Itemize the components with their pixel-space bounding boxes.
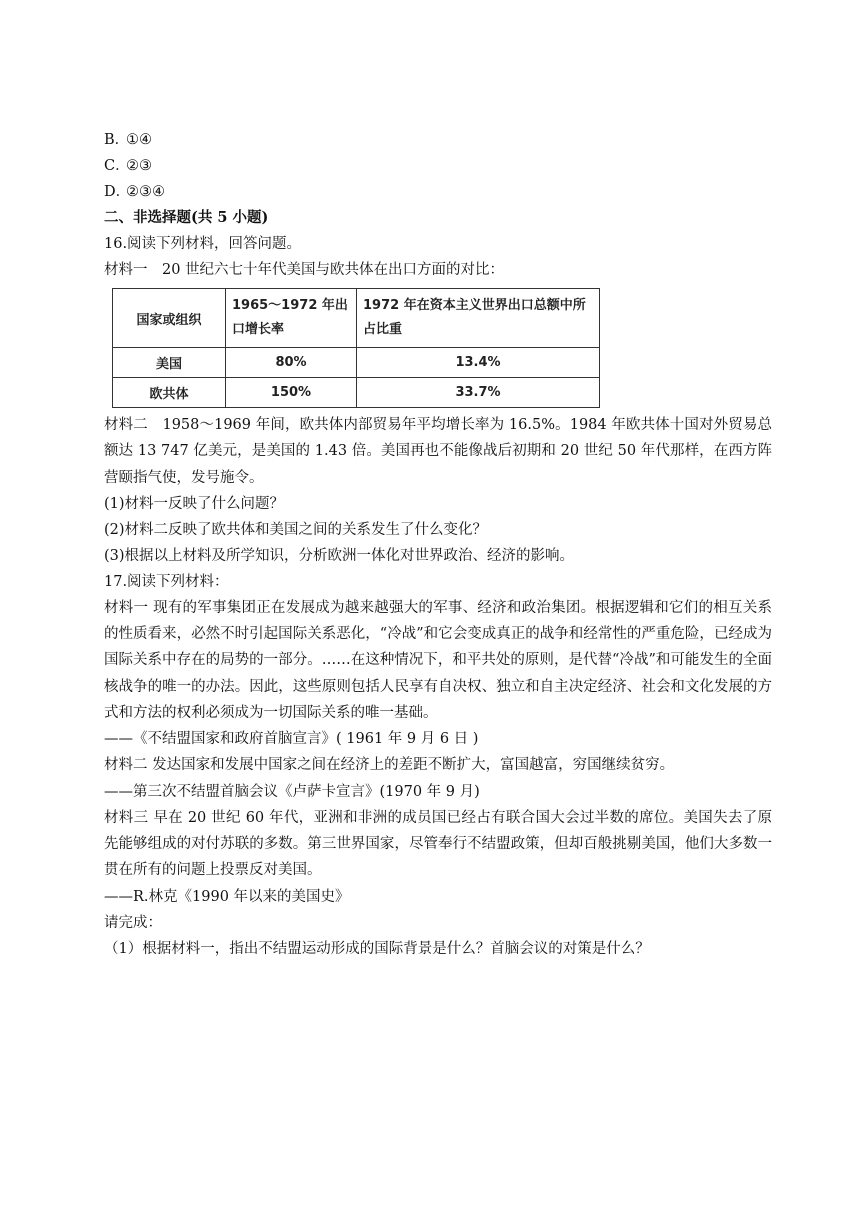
option-d xyxy=(104,179,772,205)
q17-material3: 材料三 早在 20 世纪 60 年代，亚洲和非洲的成员国已经占有联合国大会过半数的席位。美国失去了原先能够组成的对付苏联的多数。第三世界国家，尽管奉行不结盟政策，但却百般挑剔美国，他们大多数一贯在所有的问题上投票反对美国。 xyxy=(104,809,772,879)
export-comparison-table xyxy=(112,288,600,408)
q16-stem: 16.阅读下列材料，回答问题。 xyxy=(104,236,302,252)
table-cell: 150% xyxy=(226,378,357,408)
option-b xyxy=(104,127,772,153)
q17-material2: 材料二 发达国家和发展中国家之间在经济上的差距不断扩大，富国越富，穷国继续贫穷。 xyxy=(104,757,675,774)
table-cell: 80% xyxy=(226,348,357,378)
table-header-cell: 1972 年在资本主义世界出口总额中所占比重 xyxy=(357,289,600,348)
option-text: ①④ xyxy=(126,132,152,148)
q17-sub1: （1）根据材料一，指出不结盟运动形成的国际背景是什么？首脑会议的对策是什么？ xyxy=(104,940,650,957)
q16-sub2: (2)材料二反映了欧共体和美国之间的关系发生了什么变化？ xyxy=(104,521,488,538)
table-cell: 33.7% xyxy=(357,378,600,408)
q16-sub1: (1)材料一反映了什么问题？ xyxy=(104,495,285,512)
option-letter: C． xyxy=(104,158,130,174)
option-c xyxy=(104,153,772,179)
q17-material1: 材料一 现有的军事集团正在发展成为越来越强大的军事、经济和政治集团。根据逻辑和它们的相互关系的性质看来，必然不时引起国际关系恶化，“冷战”和它会变成真正的战争和经常性的严重危险，已经成为国际关系中存在的局势的一部分。……在这种情况下，和平共处的原则，是代替“冷战”和可能发生的全面核战争的唯一的办法。因此，这些原则包括人民享有自决权、独立和自主决定经济、社会和文化发展的方式和方法的权利必须成为一切国际关系的唯一基础。 xyxy=(104,599,772,722)
q16-material1-label: 材料一 20 世纪六七十年代美国与欧共体在出口方面的对比： xyxy=(104,262,505,278)
q17-source1: ——《不结盟国家和政府首脑宣言》( 1961 年 9 月 6 日 ) xyxy=(104,731,479,748)
table-row xyxy=(113,348,600,378)
q17-source3: ——R.林克《1990 年以来的美国史》 xyxy=(104,888,350,905)
table-header-cell: 1965～1972 年出口增长率 xyxy=(226,289,357,348)
q16-material2: 材料二 1958～1969 年间，欧共体内部贸易年平均增长率为 16.5%。1984 年欧共体十国对外贸易总额达 13 747 亿美元，是美国的 1.43 倍。美国再也不能像战后初期和 20 世纪 50 年代那样，在西方阵营颐指气使，发号施令。 xyxy=(104,417,772,486)
option-letter: D． xyxy=(104,184,131,200)
table-row xyxy=(113,378,600,408)
option-text: ②③④ xyxy=(126,184,165,200)
table-cell: 13.4% xyxy=(357,348,600,378)
q16-sub3: (3)根据以上材料及所学知识，分析欧洲一体化对世界政治、经济的影响。 xyxy=(104,547,575,564)
document-page xyxy=(104,127,772,962)
table-header-row xyxy=(113,289,600,348)
option-text: ②③ xyxy=(126,158,152,174)
q17-instruction: 请完成： xyxy=(104,914,162,931)
q17-source2: ——第三次不结盟首脑会议《卢萨卡宣言》(1970 年 9 月) xyxy=(104,783,480,800)
option-letter: B． xyxy=(104,132,130,148)
q17-stem: 17.阅读下列材料： xyxy=(104,573,229,590)
table-cell: 欧共体 xyxy=(113,378,226,408)
section-title: 二、非选择题(共 5 小题) xyxy=(104,209,269,226)
table-cell: 美国 xyxy=(113,348,226,378)
table-header-cell: 国家或组织 xyxy=(113,289,226,348)
